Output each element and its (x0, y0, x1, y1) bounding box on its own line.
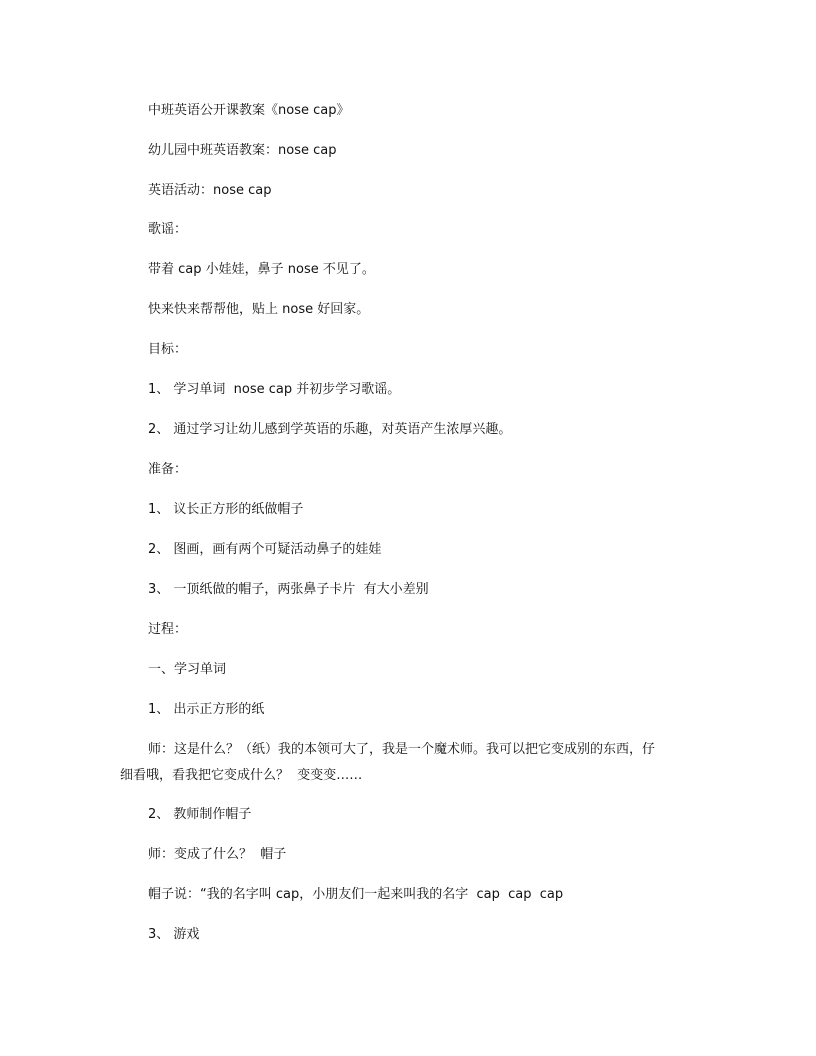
prep-item: 3、 一顶纸做的帽子，两张鼻子卡片 有大小差别 (148, 582, 429, 597)
teacher-dialogue-line: 师：变成了什么？ 帽子 (148, 847, 287, 862)
teacher-dialogue-line: 师：这是什么？（纸）我的本领可大了，我是一个魔术师。我可以把它变成别的东西，仔 (148, 742, 656, 757)
prep-heading: 准备： (148, 462, 188, 477)
goals-heading: 目标： (148, 342, 188, 357)
section-heading: 一、学习单词 (148, 662, 227, 677)
teacher-dialogue-line: 细看哦，看我把它变成什么？ 变变变…… (120, 768, 363, 783)
prep-item: 1、 议长正方形的纸做帽子 (148, 502, 304, 517)
document-title: 中班英语公开课教案《nose cap》 (148, 103, 350, 118)
activity-line: 英语活动：nose cap (148, 183, 272, 198)
goal-item: 1、 学习单词 nose cap 并初步学习歌谣。 (148, 382, 401, 397)
step-item: 2、 教师制作帽子 (148, 807, 252, 822)
prep-item: 2、 图画，画有两个可疑活动鼻子的娃娃 (148, 542, 382, 557)
rhyme-line: 带着 cap 小娃娃，鼻子 nose 不见了。 (148, 262, 375, 277)
rhyme-heading: 歌谣： (148, 222, 188, 237)
document-subtitle: 幼儿园中班英语教案：nose cap (148, 143, 337, 158)
goal-item: 2、 通过学习让幼儿感到学英语的乐趣，对英语产生浓厚兴趣。 (148, 422, 512, 437)
rhyme-line: 快来快来帮帮他，贴上 nose 好回家。 (148, 302, 370, 317)
process-heading: 过程： (148, 622, 188, 637)
hat-dialogue-line: 帽子说：“我的名字叫 cap，小朋友们一起来叫我的名字 cap cap cap (148, 887, 564, 902)
step-item: 3、 游戏 (148, 927, 200, 942)
step-item: 1、 出示正方形的纸 (148, 702, 265, 717)
